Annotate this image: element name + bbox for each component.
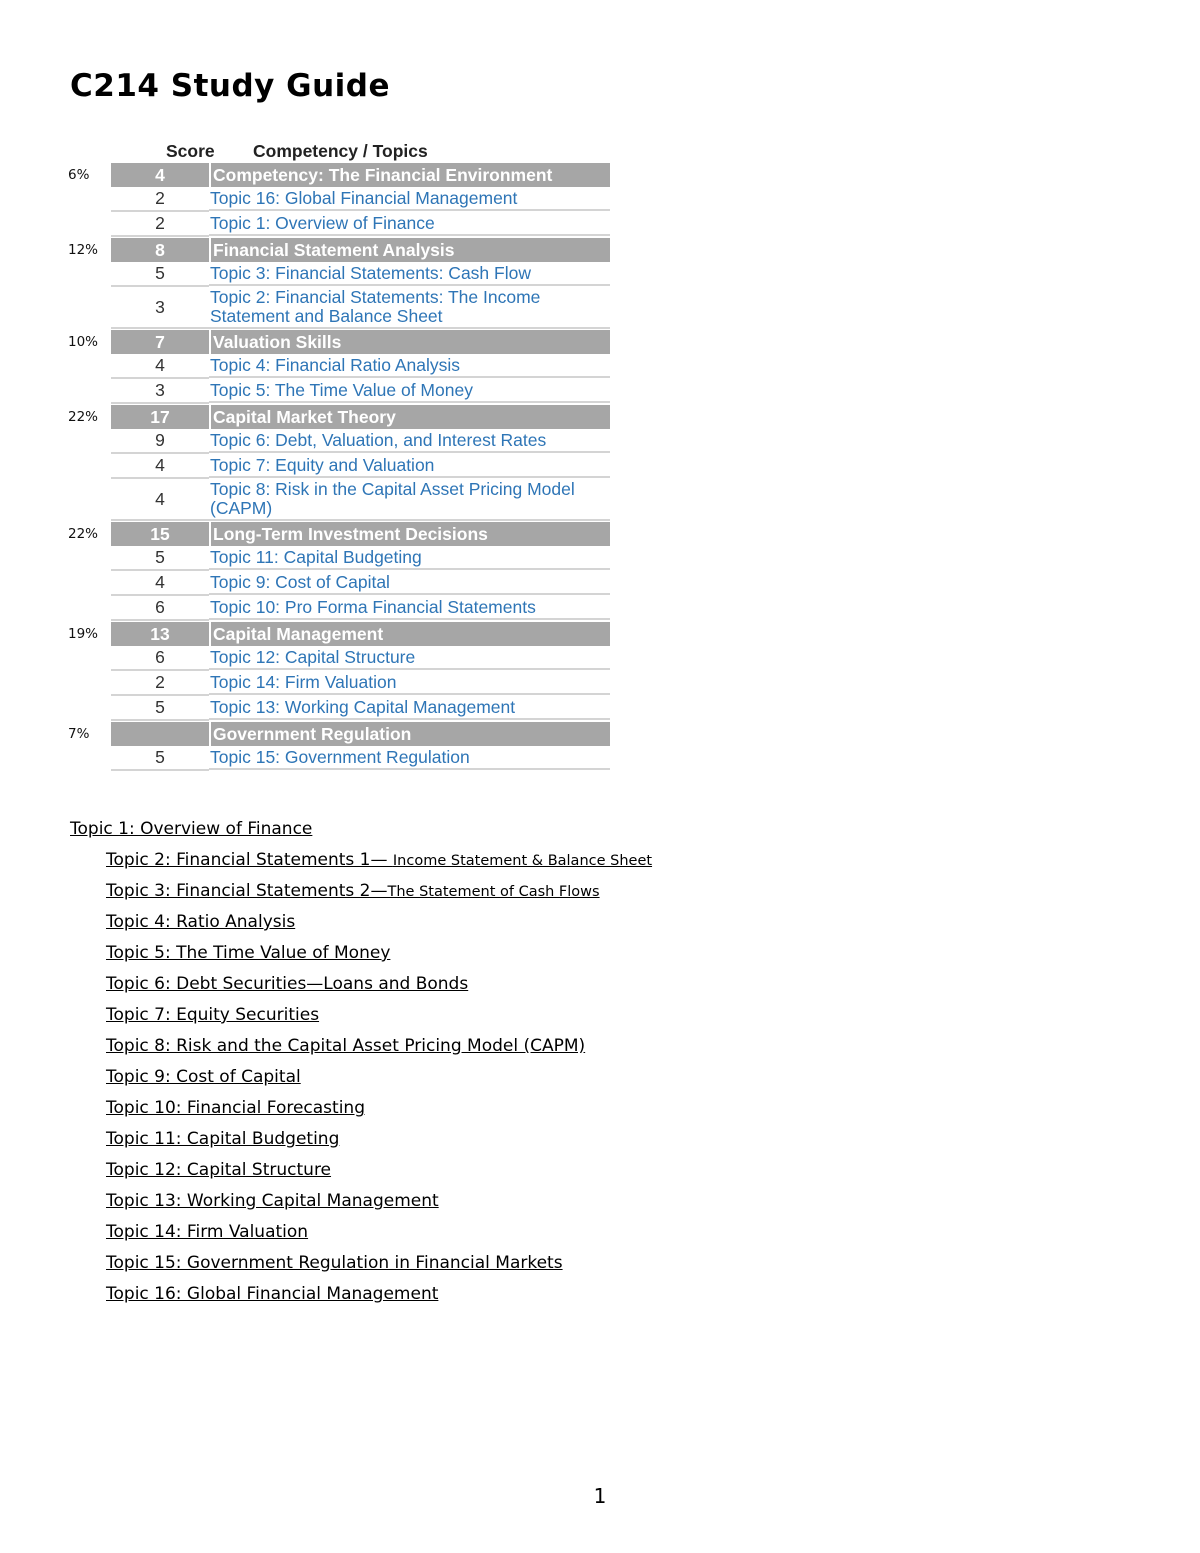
topic-row xyxy=(68,646,610,671)
outline-item-topic-2[interactable]: Topic 2: Financial Statements 1— Income Statement & Balance Sheet xyxy=(106,850,653,870)
outline-item[interactable]: Topic 13: Working Capital Management xyxy=(106,1191,439,1211)
topic-row xyxy=(68,479,610,521)
competency-name: Government Regulation xyxy=(211,722,610,746)
competency-score: 7 xyxy=(111,330,211,354)
topic-row xyxy=(68,454,610,479)
topic-link[interactable]: Topic 5: The Time Value of Money xyxy=(209,380,610,403)
outline-item[interactable]: Topic 5: The Time Value of Money xyxy=(106,943,391,963)
competency-row xyxy=(68,722,610,746)
topic-score: 3 xyxy=(111,287,209,329)
topic-row xyxy=(68,429,610,454)
outline-item[interactable]: Topic 8: Risk and the Capital Asset Pricing Model (CAPM) xyxy=(106,1036,586,1056)
competency-weight: 6% xyxy=(68,167,90,183)
competency-score: 15 xyxy=(111,522,211,546)
topic-score: 4 xyxy=(111,454,209,479)
topic-link[interactable]: Topic 13: Working Capital Management xyxy=(209,697,610,720)
outline-item[interactable]: Topic 10: Financial Forecasting xyxy=(106,1098,365,1118)
competency-row xyxy=(68,622,610,646)
outline-item[interactable]: Topic 6: Debt Securities—Loans and Bonds xyxy=(106,974,469,994)
topic-link[interactable]: Topic 15: Government Regulation xyxy=(209,747,610,770)
topic-row xyxy=(68,746,610,771)
competency-name: Long-Term Investment Decisions xyxy=(211,522,610,546)
outline-item-topic-1[interactable]: Topic 1: Overview of Finance xyxy=(70,819,313,839)
topic-score: 2 xyxy=(111,671,209,696)
page-number: 1 xyxy=(593,1484,607,1508)
topic-link[interactable]: Topic 16: Global Financial Management xyxy=(209,188,610,211)
topic-row xyxy=(68,671,610,696)
topic-score: 9 xyxy=(111,429,209,454)
topic-score: 6 xyxy=(111,646,209,671)
topic-score: 4 xyxy=(111,479,209,521)
topic-row xyxy=(68,354,610,379)
topic-row xyxy=(68,571,610,596)
topic-row xyxy=(68,546,610,571)
outline-item[interactable]: Topic 16: Global Financial Management xyxy=(106,1284,439,1304)
table-body xyxy=(68,163,610,771)
topic-score: 2 xyxy=(111,187,209,212)
topic-score: 5 xyxy=(111,262,209,287)
competency-name: Competency: The Financial Environment xyxy=(211,163,610,187)
topic-row xyxy=(68,696,610,721)
outline-item[interactable]: Topic 12: Capital Structure xyxy=(106,1160,332,1180)
outline-item[interactable]: Topic 14: Firm Valuation xyxy=(106,1222,309,1242)
header-topics: Competency / Topics xyxy=(253,141,428,161)
competency-score: 8 xyxy=(111,238,211,262)
competency-weight: 7% xyxy=(68,726,90,742)
outline-item[interactable]: Topic 4: Ratio Analysis xyxy=(106,912,296,932)
table-header xyxy=(68,140,610,162)
competency-weight: 12% xyxy=(68,242,99,258)
competency-row xyxy=(68,522,610,546)
topic-row xyxy=(68,262,610,287)
competency-score xyxy=(111,722,211,746)
competency-row xyxy=(68,330,610,354)
competency-score: 4 xyxy=(111,163,211,187)
topic-link[interactable]: Topic 6: Debt, Valuation, and Interest Rates xyxy=(209,430,610,453)
topic-score: 5 xyxy=(111,696,209,721)
competency-name: Financial Statement Analysis xyxy=(211,238,610,262)
topic-link[interactable]: Topic 2: Financial Statements: The Income Statement and Balance Sheet xyxy=(209,287,610,329)
competency-row xyxy=(68,405,610,429)
competency-weight: 22% xyxy=(68,409,99,425)
topic-row xyxy=(68,187,610,212)
topic-link[interactable]: Topic 9: Cost of Capital xyxy=(209,572,610,595)
topic-score: 6 xyxy=(111,596,209,621)
outline-item[interactable]: Topic 7: Equity Securities xyxy=(106,1005,320,1025)
topic-score: 5 xyxy=(111,546,209,571)
topic-score: 2 xyxy=(111,212,209,237)
outline-list xyxy=(70,909,652,1312)
competency-weight: 10% xyxy=(68,334,99,350)
page-title: C214 Study Guide xyxy=(70,68,391,104)
topic-link[interactable]: Topic 14: Firm Valuation xyxy=(209,672,610,695)
competency-score: 13 xyxy=(111,622,211,646)
topic-row xyxy=(68,212,610,237)
topic-outline xyxy=(70,816,652,1312)
competency-name: Capital Market Theory xyxy=(211,405,610,429)
topic-link[interactable]: Topic 4: Financial Ratio Analysis xyxy=(209,355,610,378)
outline-item[interactable]: Topic 9: Cost of Capital xyxy=(106,1067,301,1087)
topic-link[interactable]: Topic 10: Pro Forma Financial Statements xyxy=(209,597,610,620)
topic-link[interactable]: Topic 7: Equity and Valuation xyxy=(209,455,610,478)
topic-link[interactable]: Topic 8: Risk in the Capital Asset Pricing Model (CAPM) xyxy=(209,479,610,521)
outline-item[interactable]: Topic 15: Government Regulation in Financial Markets xyxy=(106,1253,563,1273)
competency-name: Capital Management xyxy=(211,622,610,646)
topic-score: 4 xyxy=(111,571,209,596)
topic-link[interactable]: Topic 11: Capital Budgeting xyxy=(209,547,610,570)
competency-score: 17 xyxy=(111,405,211,429)
outline-item[interactable]: Topic 11: Capital Budgeting xyxy=(106,1129,340,1149)
competency-row xyxy=(68,163,610,187)
competency-name: Valuation Skills xyxy=(211,330,610,354)
competency-weight: 19% xyxy=(68,626,99,642)
outline-item-topic-3[interactable]: Topic 3: Financial Statements 2—The Statement of Cash Flows xyxy=(106,881,600,901)
topic-row xyxy=(68,596,610,621)
competency-table xyxy=(68,140,610,771)
topic-link[interactable]: Topic 12: Capital Structure xyxy=(209,647,610,670)
header-score: Score xyxy=(166,141,215,161)
competency-row xyxy=(68,238,610,262)
topic-link[interactable]: Topic 3: Financial Statements: Cash Flow xyxy=(209,263,610,286)
topic-row xyxy=(68,287,610,329)
topic-row xyxy=(68,379,610,404)
topic-score: 3 xyxy=(111,379,209,404)
topic-score: 5 xyxy=(111,746,209,771)
topic-score: 4 xyxy=(111,354,209,379)
competency-weight: 22% xyxy=(68,526,99,542)
topic-link[interactable]: Topic 1: Overview of Finance xyxy=(209,213,610,236)
